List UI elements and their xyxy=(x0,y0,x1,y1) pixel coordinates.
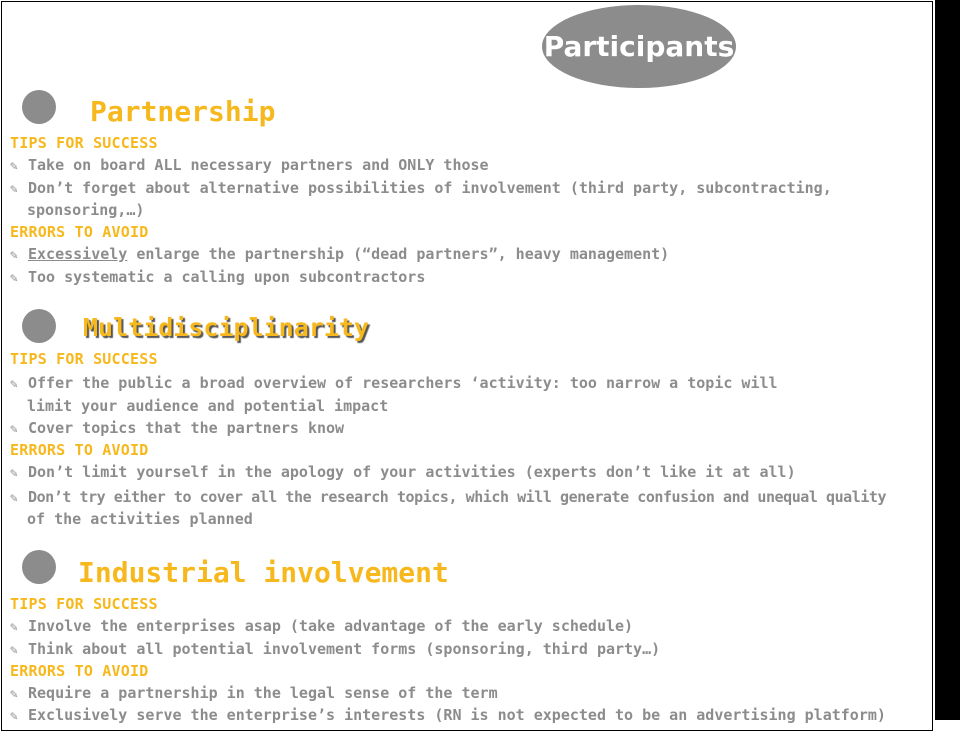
error-item: ✎ Require a partnership in the legal sense of the term xyxy=(10,684,498,702)
error-item-continuation: of the activities planned xyxy=(27,510,253,528)
section-bullet-dot xyxy=(22,550,56,584)
pencil-icon: ✎ xyxy=(10,248,18,263)
errors-label: ERRORS TO AVOID xyxy=(10,662,149,680)
tip-item: ✎ Offer the public a broad overview of researchers ‘activity: too narrow a topic will xyxy=(10,374,778,392)
pencil-icon: ✎ xyxy=(10,687,18,702)
error-item: ✎ Exclusively serve the enterprise’s interests (RN is not expected to be an advertising platform) xyxy=(10,706,886,724)
pencil-icon: ✎ xyxy=(10,643,18,658)
tips-label: TIPS FOR SUCCESS xyxy=(10,595,158,613)
section-bullet-dot xyxy=(22,90,56,124)
pencil-icon: ✎ xyxy=(10,377,18,392)
pencil-icon: ✎ xyxy=(10,271,18,286)
section-title-industrial-involvement: Industrial involvement xyxy=(78,556,449,589)
pencil-icon: ✎ xyxy=(10,422,18,437)
tip-item: ✎ Don’t forget about alternative possibilities of involvement (third party, subcontracting, xyxy=(10,179,832,197)
section-bullet-dot xyxy=(22,309,56,343)
tip-item-continuation: limit your audience and potential impact xyxy=(27,397,389,415)
pencil-icon: ✎ xyxy=(10,466,18,481)
pencil-icon: ✎ xyxy=(10,182,18,197)
tips-label: TIPS FOR SUCCESS xyxy=(10,350,158,368)
error-item: ✎ Too systematic a calling upon subcontractors xyxy=(10,268,426,286)
errors-label: ERRORS TO AVOID xyxy=(10,441,149,459)
right-edge-strip xyxy=(935,0,960,720)
error-item: ✎ Don’t limit yourself in the apology of your activities (experts don’t like it at all) xyxy=(10,463,796,481)
tip-item: ✎ Think about all potential involvement forms (sponsoring, third party…) xyxy=(10,640,661,658)
pencil-icon: ✎ xyxy=(10,620,18,635)
pencil-icon: ✎ xyxy=(10,159,18,174)
tip-item-continuation: sponsoring,…) xyxy=(27,201,145,219)
tips-label: TIPS FOR SUCCESS xyxy=(10,134,158,152)
pencil-icon: ✎ xyxy=(10,491,18,506)
section-title-multidisciplinarity: Multidisciplinarity xyxy=(83,313,369,342)
tip-item: ✎ Take on board ALL necessary partners and ONLY those xyxy=(10,156,489,174)
participants-badge xyxy=(542,5,736,88)
tip-item: ✎ Involve the enterprises asap (take advantage of the early schedule) xyxy=(10,617,634,635)
error-item: ✎ Don’t try either to cover all the research topics, which will generate confusion and unequal quality xyxy=(10,488,887,506)
tip-item: ✎ Cover topics that the partners know xyxy=(10,419,345,437)
error-item: ✎ Excessively enlarge the partnership (“dead partners”, heavy management) xyxy=(10,245,670,263)
pencil-icon: ✎ xyxy=(10,709,18,724)
section-title-partnership: Partnership xyxy=(90,95,276,128)
participants-badge-label: Participants xyxy=(543,30,735,63)
errors-label: ERRORS TO AVOID xyxy=(10,223,149,241)
